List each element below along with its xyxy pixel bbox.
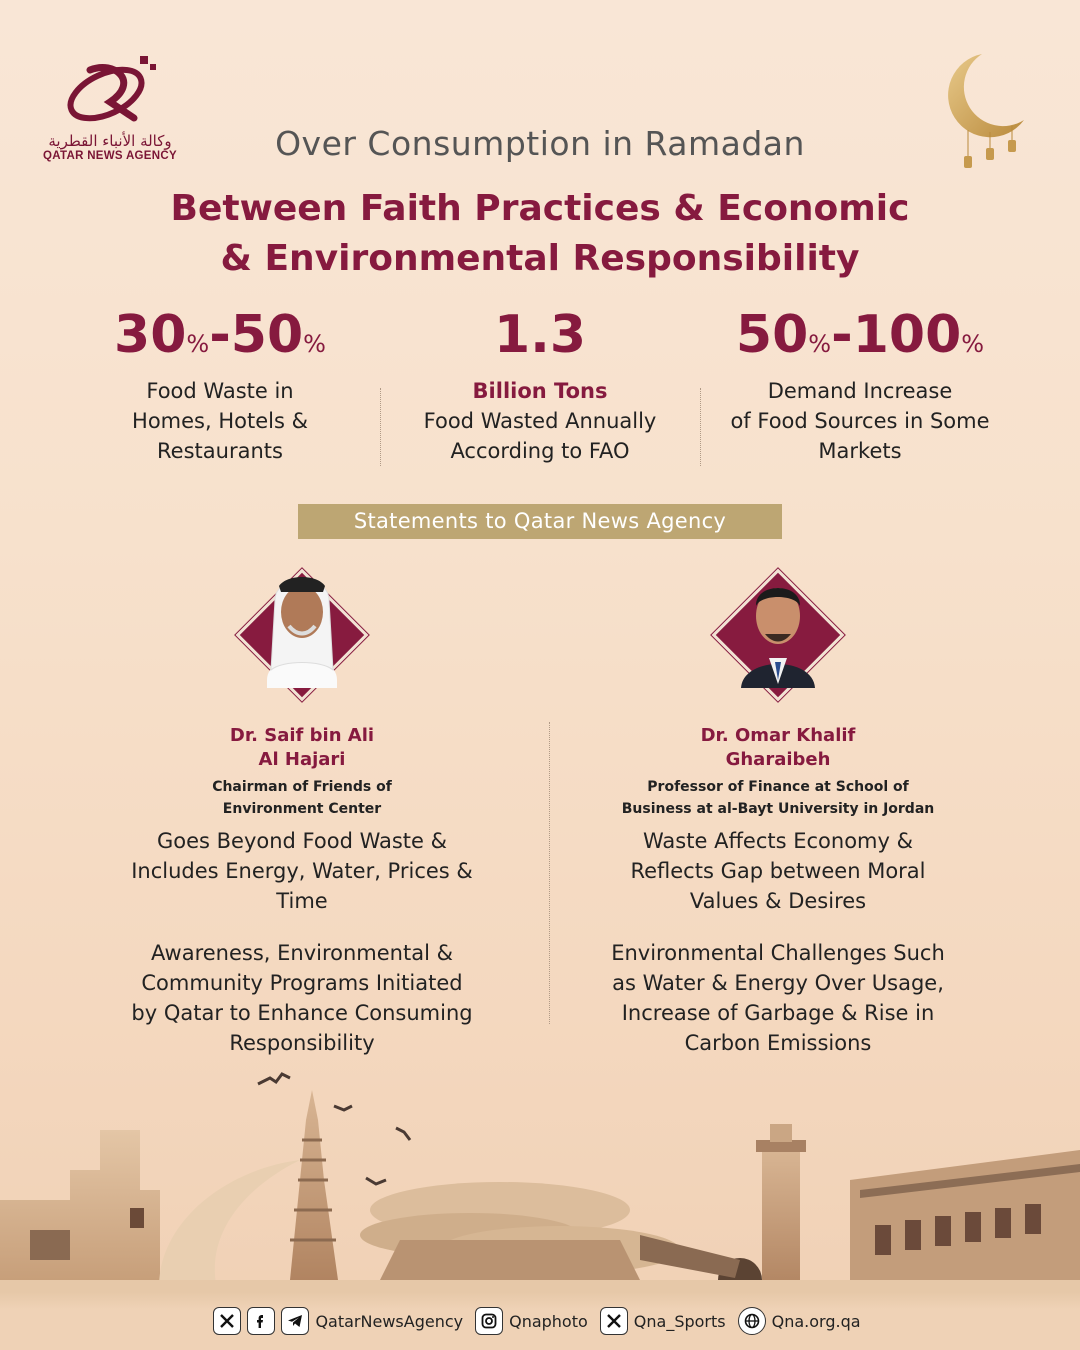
speaker-portrait — [227, 560, 377, 710]
speaker-name — [588, 724, 968, 772]
stat-label-line: Food Wasted Annually — [423, 409, 657, 433]
kicker-title: Over Consumption in Ramadan — [275, 124, 805, 163]
percent-sign: % — [303, 330, 326, 358]
headline-line-2: & Environmental Responsibility — [220, 238, 860, 279]
person-avatar-icon — [227, 560, 377, 710]
stat-label-line: Demand Increase — [767, 379, 953, 403]
stat-number: 100 — [852, 305, 962, 365]
telegram-icon[interactable] — [281, 1307, 309, 1335]
headline — [0, 184, 1080, 284]
stat-label-line: Markets — [818, 439, 902, 463]
stat-value — [60, 300, 380, 376]
quote-line: Includes Energy, Water, Prices & — [131, 859, 473, 883]
speaker-role-line: Professor of Finance at School of — [647, 779, 909, 795]
stat-billion-tons — [380, 300, 700, 475]
range-separator: - — [209, 305, 231, 365]
handle-website[interactable]: Qna.org.qa — [771, 1311, 861, 1331]
stat-label-line: Food Waste in — [146, 379, 294, 403]
person-avatar-icon — [703, 560, 853, 710]
stat-label-line: Homes, Hotels & — [132, 409, 308, 433]
quote-line: Time — [276, 889, 328, 913]
speaker-role-line: Chairman of Friends of — [212, 779, 392, 795]
percent-sign: % — [961, 330, 985, 358]
stat-number: 50 — [735, 305, 809, 365]
speaker-card-gharaibeh — [588, 560, 968, 1058]
quote-line: Waste Affects Economy & — [643, 829, 913, 853]
range-separator: - — [831, 305, 853, 365]
quote-line: Carbon Emissions — [684, 1031, 872, 1055]
x-icon[interactable] — [213, 1307, 241, 1335]
handle-qatarnewsagency[interactable]: QatarNewsAgency — [315, 1311, 464, 1331]
handle-qna-sports[interactable]: Qna_Sports — [633, 1311, 726, 1331]
handle-qnaphoto[interactable]: Qnaphoto — [509, 1311, 588, 1331]
speaker-name-line: Dr. Saif bin Ali — [229, 725, 375, 746]
stats-row — [60, 300, 1020, 475]
speaker-role-line: Environment Center — [222, 801, 382, 817]
speaker-role-line: Business at al-Bayt University in Jordan — [621, 801, 935, 817]
speaker-role — [112, 776, 492, 820]
logo-arabic-name: وكالة الأنباء القطرية — [48, 132, 172, 150]
quote-line: as Water & Energy Over Usage, — [612, 971, 944, 995]
speaker-quote-1 — [112, 826, 492, 916]
quote-line: Values & Desires — [689, 889, 867, 913]
speaker-portrait — [703, 560, 853, 710]
headline-line-1: Between Faith Practices & Economic — [170, 188, 910, 229]
speaker-name — [112, 724, 492, 772]
stat-highlight: Billion Tons — [472, 379, 608, 403]
stat-number: 30 — [114, 305, 187, 365]
speaker-quote-2 — [588, 938, 968, 1058]
speaker-name-line: Dr. Omar Khalif — [700, 725, 856, 746]
stat-value — [700, 300, 1020, 376]
instagram-icon[interactable] — [475, 1307, 503, 1335]
stat-number: 50 — [230, 305, 304, 365]
quote-line: Goes Beyond Food Waste & — [156, 829, 448, 853]
speaker-quote-1 — [588, 826, 968, 916]
quote-line: Increase of Garbage & Rise in — [621, 1001, 935, 1025]
quote-line: by Qatar to Enhance Consuming — [131, 1001, 473, 1025]
stat-demand-increase — [700, 300, 1020, 475]
stat-label-line: of Food Sources in Some — [730, 409, 990, 433]
stat-label-line: According to FAO — [450, 439, 630, 463]
quote-line: Community Programs Initiated — [141, 971, 463, 995]
social-footer — [0, 1292, 1080, 1350]
quote-line: Reflects Gap between Moral — [630, 859, 926, 883]
speaker-quote-2 — [112, 938, 492, 1058]
column-divider — [549, 722, 550, 1024]
quote-line: Responsibility — [229, 1031, 375, 1055]
stat-label-line: Restaurants — [157, 439, 283, 463]
doha-skyline-illustration — [0, 1060, 1080, 1318]
qna-emblem-icon — [60, 52, 160, 130]
percent-sign: % — [808, 330, 832, 358]
percent-sign: % — [186, 330, 210, 358]
logo-english-name: QATAR NEWS AGENCY — [43, 150, 177, 162]
facebook-icon[interactable] — [247, 1307, 275, 1335]
speaker-card-hajari — [112, 560, 492, 1058]
speaker-role — [588, 776, 968, 820]
stat-value: 1.3 — [493, 305, 587, 365]
speaker-name-line: Gharaibeh — [725, 749, 831, 770]
statements-banner: Statements to Qatar News Agency — [298, 504, 782, 539]
speaker-name-line: Al Hajari — [258, 749, 346, 770]
stat-food-waste — [60, 300, 380, 475]
x-icon[interactable] — [600, 1307, 628, 1335]
globe-icon[interactable] — [738, 1307, 766, 1335]
quote-line: Environmental Challenges Such — [611, 941, 945, 965]
quote-line: Awareness, Environmental & — [151, 941, 453, 965]
